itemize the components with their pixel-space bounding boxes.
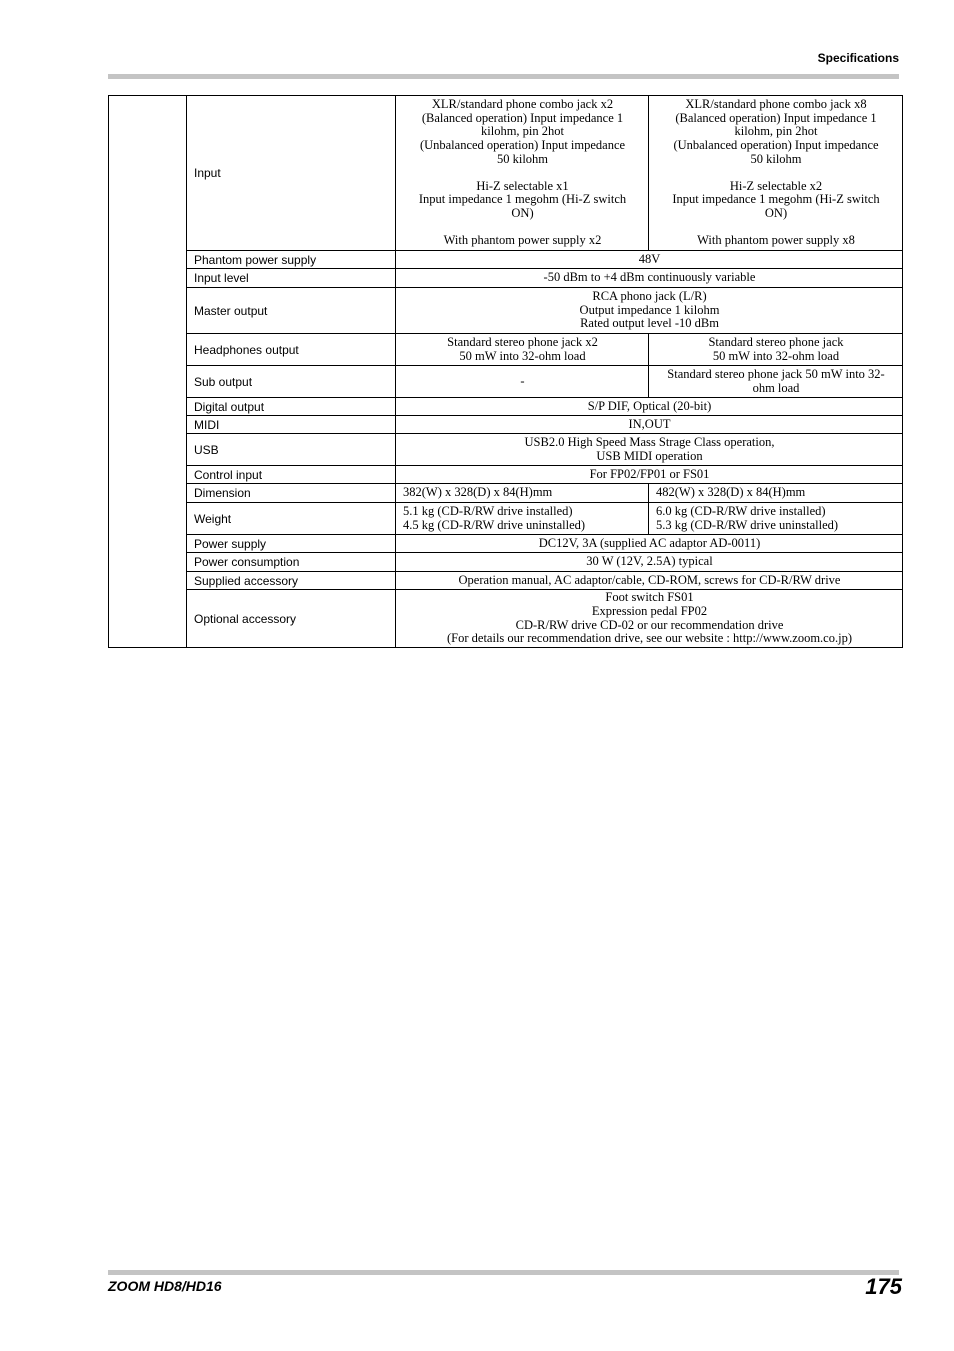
table-row-input	[109, 96, 903, 251]
value-line: kilohm, pin 2hot	[734, 124, 818, 139]
value-line: 6.0 kg (CD-R/RW drive installed)	[656, 503, 826, 518]
table-row-digital-output	[109, 398, 903, 416]
value-line: kilohm, pin 2hot	[481, 124, 564, 139]
row-label: Supplied accessory	[187, 572, 396, 590]
table-row-dimension	[109, 484, 903, 503]
value-line: XLR/standard phone combo jack x8	[685, 97, 867, 112]
value-line: ON)	[511, 205, 534, 220]
row-label: Headphones output	[187, 334, 396, 366]
value-line: Hi-Z selectable x1	[476, 178, 569, 193]
row-value: -50 dBm to +4 dBm continuously variable	[396, 269, 903, 288]
value-line: (Unbalanced operation) Input impedance	[673, 138, 879, 153]
header-rule	[108, 74, 899, 79]
row-value: IN,OUT	[396, 416, 903, 434]
row-label: Input level	[187, 269, 396, 288]
row-value: 30 W (12V, 2.5A) typical	[396, 553, 903, 572]
row-label: Power supply	[187, 535, 396, 553]
input-hd8-value	[396, 96, 649, 251]
footer-product-name: ZOOM HD8/HD16	[108, 1278, 222, 1294]
value-line: Standard stereo phone jack x2	[447, 334, 598, 349]
value-line: Standard stereo phone jack 50 mW into 32-	[667, 366, 885, 381]
value-line: (For details our recommendation drive, see our website : http://www.zoom.co.jp)	[447, 631, 852, 646]
table-row-phantom-power	[109, 251, 903, 269]
value-line: Expression pedal FP02	[591, 603, 708, 618]
value-line: RCA phono jack (L/R)	[592, 289, 707, 304]
row-value: S/P DIF, Optical (20-bit)	[396, 398, 903, 416]
value-line: Foot switch FS01	[605, 590, 694, 605]
footer-rule	[108, 1270, 899, 1275]
headphones-hd16-value	[649, 334, 903, 366]
row-value: For FP02/FP01 or FS01	[396, 466, 903, 484]
table-row-midi	[109, 416, 903, 434]
table-row-master-output	[109, 288, 903, 334]
row-label: Power consumption	[187, 553, 396, 572]
dimension-hd8-value: 382(W) x 328(D) x 84(H)mm	[396, 484, 649, 503]
value-line: USB2.0 High Speed Mass Strage Class operation,	[524, 434, 775, 449]
row-label: Dimension	[187, 484, 396, 503]
value-line: 50 mW into 32-ohm load	[459, 348, 586, 363]
value-line: 50 kilohm	[750, 151, 802, 166]
weight-hd8-value	[396, 503, 649, 535]
row-label: Control input	[187, 466, 396, 484]
value-line: USB MIDI operation	[596, 448, 703, 463]
input-hd16-value	[649, 96, 903, 251]
row-label: USB	[187, 434, 396, 466]
table-row-usb	[109, 434, 903, 466]
row-label: Input	[187, 96, 396, 251]
page-header-title: Specifications	[817, 51, 899, 65]
table-row-power-consumption	[109, 553, 903, 572]
page-number: 175	[865, 1274, 902, 1299]
row-value: Operation manual, AC adaptor/cable, CD-ROM, screws for CD-R/RW drive	[396, 572, 903, 590]
value-line: 5.3 kg (CD-R/RW drive uninstalled)	[656, 517, 839, 532]
value-line: Output impedance 1 kilohm	[579, 302, 720, 317]
value-line: 4.5 kg (CD-R/RW drive uninstalled)	[403, 517, 586, 532]
value-line: Standard stereo phone jack	[708, 334, 844, 349]
table-row-optional-accessory	[109, 590, 903, 648]
row-label: Master output	[187, 288, 396, 334]
value-line: Hi-Z selectable x2	[729, 178, 823, 193]
row-label: Phantom power supply	[187, 251, 396, 269]
value-line: Input impedance 1 megohm (Hi-Z switch	[672, 192, 880, 207]
row-label: Weight	[187, 503, 396, 535]
sub-output-hd8-value: -	[396, 366, 649, 398]
row-label: MIDI	[187, 416, 396, 434]
value-line: 50 kilohm	[496, 151, 549, 166]
value-line: With phantom power supply x2	[443, 233, 602, 248]
value-line: With phantom power supply x8	[697, 233, 855, 248]
sub-output-hd16-value	[649, 366, 903, 398]
row-label: Sub output	[187, 366, 396, 398]
value-line: ON)	[764, 205, 788, 220]
category-column	[109, 96, 187, 648]
value-line: 50 mW into 32-ohm load	[712, 348, 840, 363]
table-row-supplied-accessory	[109, 572, 903, 590]
headphones-hd8-value	[396, 334, 649, 366]
value-line: 5.1 kg (CD-R/RW drive installed)	[403, 503, 573, 518]
table-row-sub-output	[109, 366, 903, 398]
value-line: Input impedance 1 megohm (Hi-Z switch	[418, 192, 627, 207]
table-row-weight	[109, 503, 903, 535]
row-value: DC12V, 3A (supplied AC adaptor AD-0011)	[396, 535, 903, 553]
value-line: (Balanced operation) Input impedance 1	[675, 110, 877, 125]
dimension-hd16-value: 482(W) x 328(D) x 84(H)mm	[649, 484, 903, 503]
row-label: Optional accessory	[187, 590, 396, 648]
row-label: Digital output	[187, 398, 396, 416]
row-value: 48V	[396, 251, 903, 269]
value-line: XLR/standard phone combo jack x2	[431, 97, 614, 112]
row-value	[396, 288, 903, 334]
value-line: ohm load	[752, 380, 800, 395]
table-row-control-input	[109, 466, 903, 484]
value-line: Rated output level -10 dBm	[580, 316, 719, 331]
table-row-input-level	[109, 269, 903, 288]
table-row-power-supply	[109, 535, 903, 553]
weight-hd16-value	[649, 503, 903, 535]
value-line: (Unbalanced operation) Input impedance	[419, 138, 626, 153]
value-line: CD-R/RW drive CD-02 or our recommendation drive	[515, 617, 784, 632]
table-row-headphones-output	[109, 334, 903, 366]
value-line: (Balanced operation) Input impedance 1	[421, 110, 624, 125]
specifications-table	[108, 95, 903, 648]
row-value	[396, 590, 903, 648]
row-value	[396, 434, 903, 466]
